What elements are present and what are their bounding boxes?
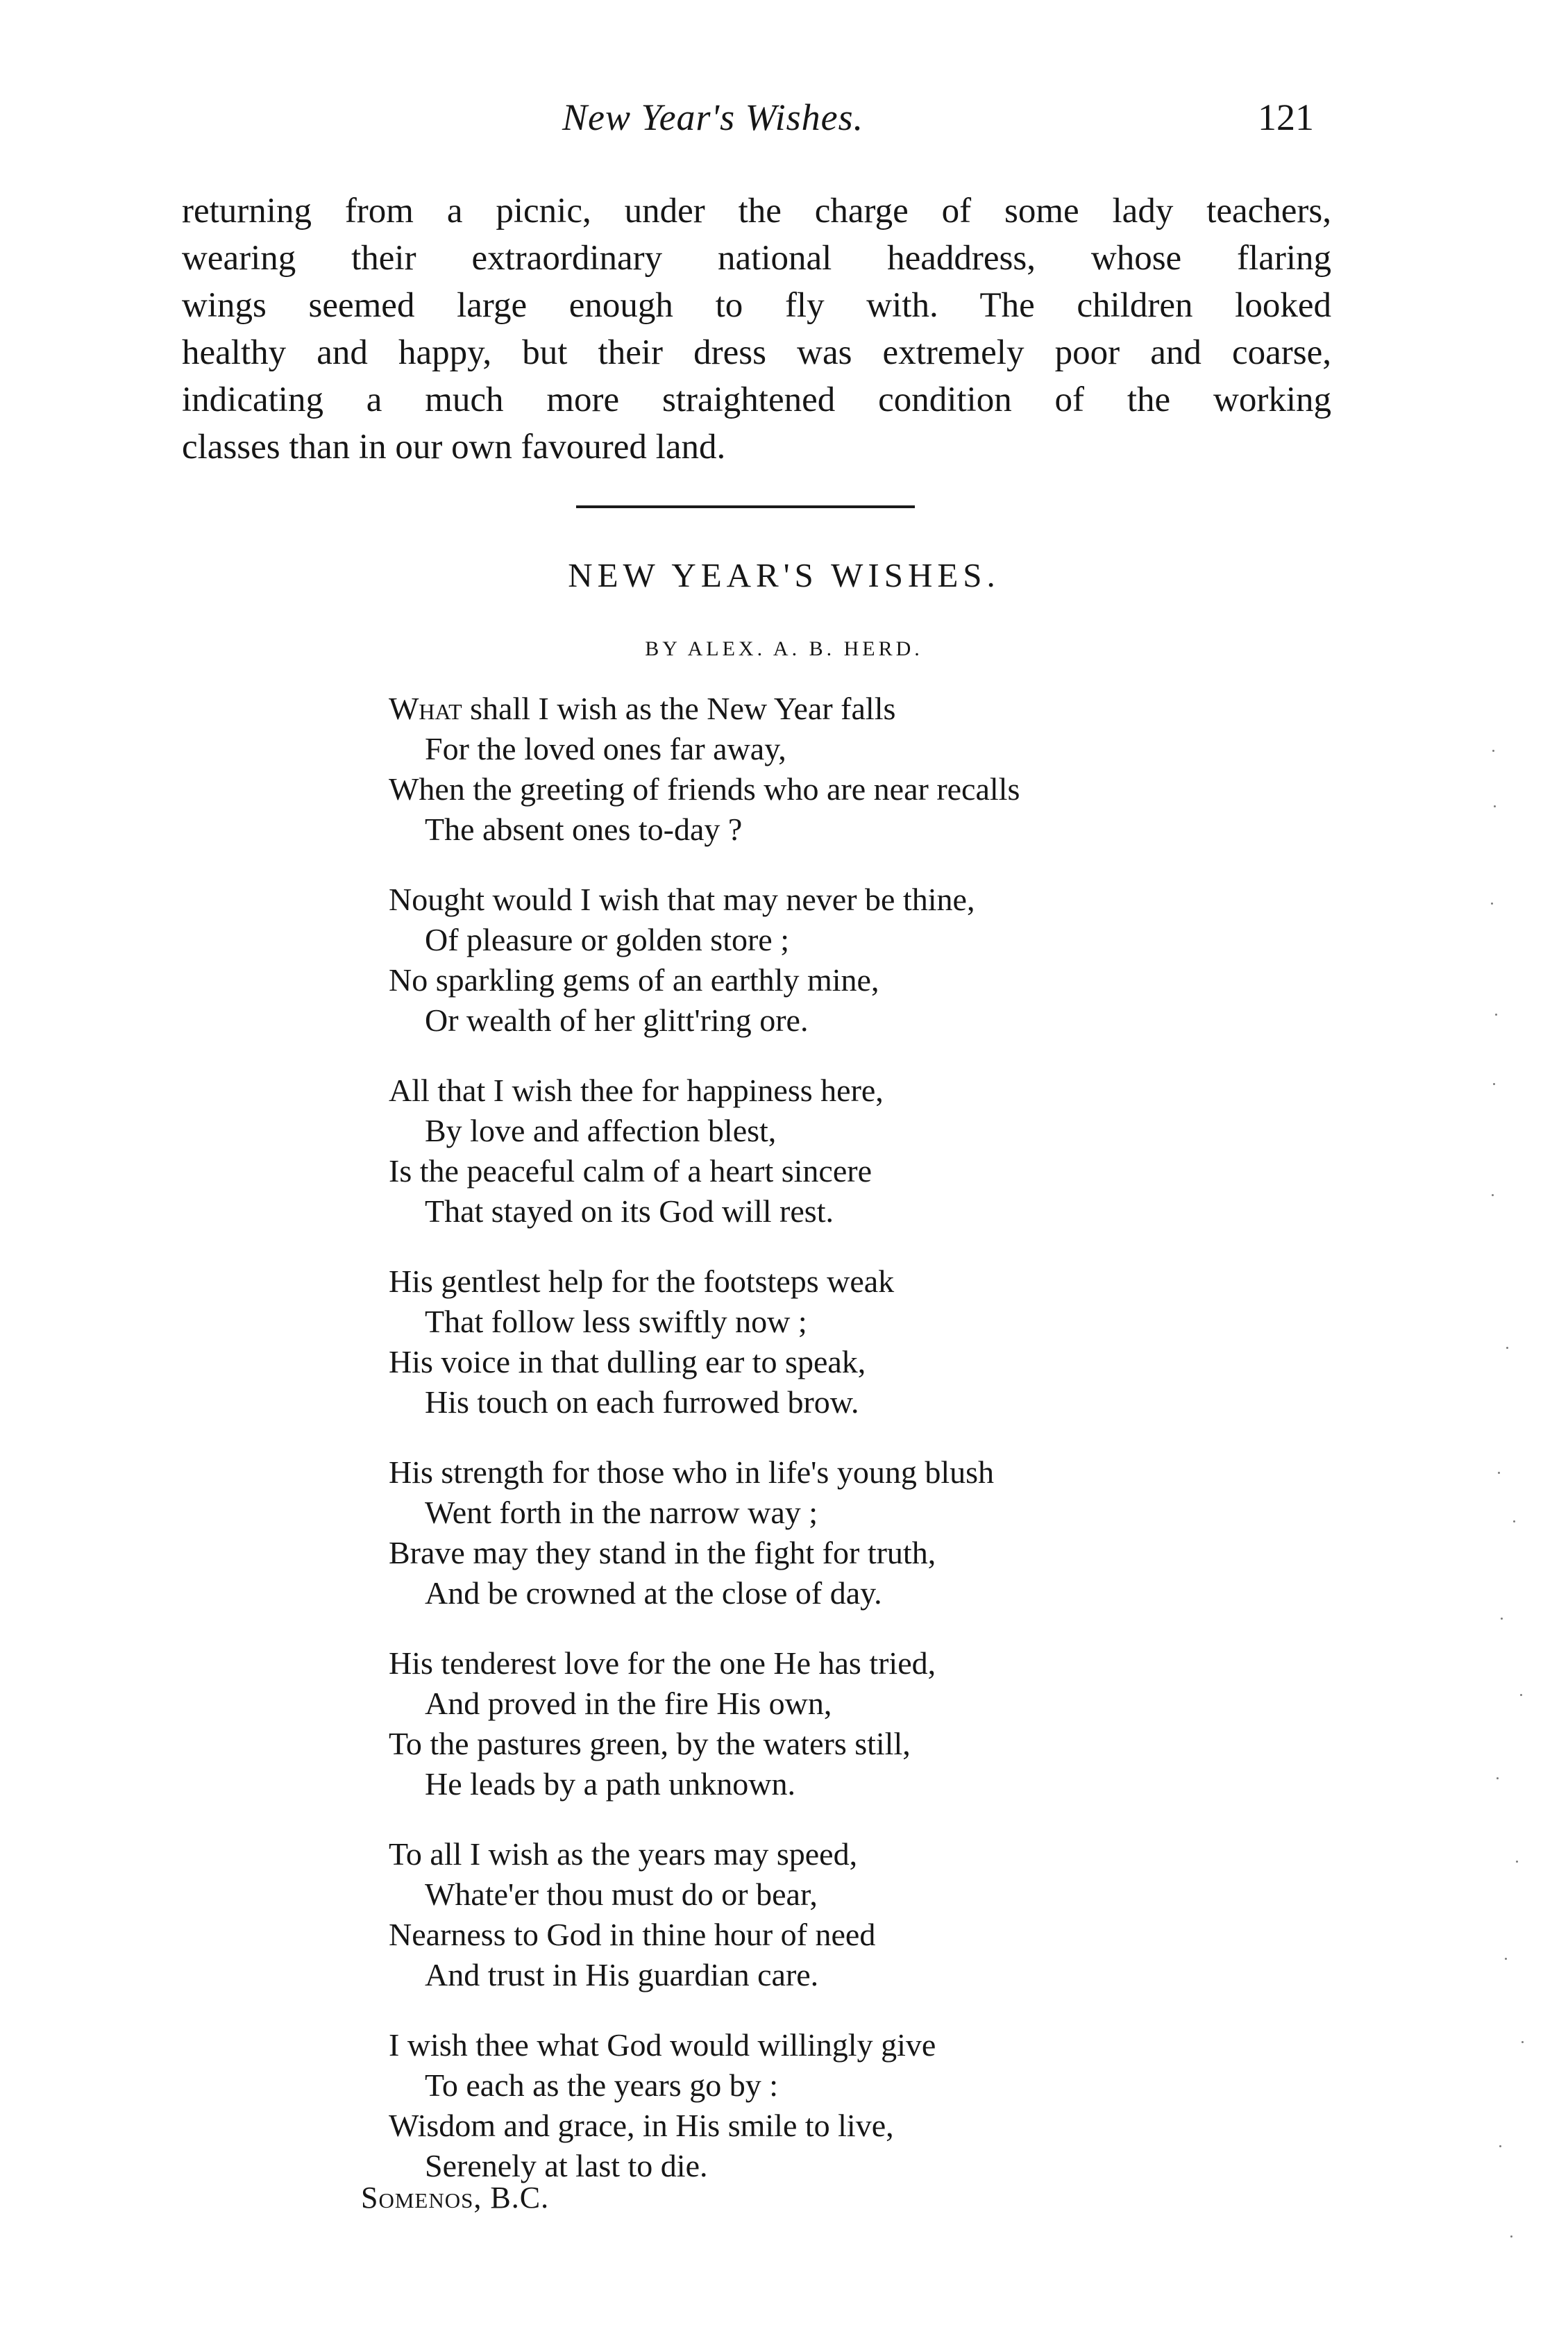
running-head bbox=[0, 96, 1568, 151]
prose-paragraph bbox=[182, 187, 1331, 471]
poem-body bbox=[389, 689, 1291, 2216]
verse-line: His strength for those who in life's young blush bbox=[389, 1454, 995, 1490]
scan-speck bbox=[1520, 1694, 1522, 1696]
verse-line: Wisdom and grace, in His smile to live, bbox=[389, 2108, 894, 2143]
prose-line: classes than in our own favoured land. bbox=[182, 428, 726, 467]
verse-line: And be crowned at the close of day. bbox=[425, 1575, 882, 1611]
verse-line bbox=[389, 689, 1291, 729]
verse-first-word: What bbox=[389, 691, 462, 726]
verse-line: And proved in the fire His own, bbox=[425, 1686, 832, 1721]
scan-speck bbox=[1506, 1347, 1508, 1349]
verse-line: By love and affection blest, bbox=[425, 1113, 777, 1148]
scan-speck bbox=[1498, 1472, 1500, 1474]
stanza bbox=[389, 1834, 1291, 1995]
stanza bbox=[389, 689, 1291, 850]
verse-line: I wish thee what God would willingly give bbox=[389, 2027, 936, 2063]
scan-speck bbox=[1492, 1194, 1494, 1196]
verse-line: His gentlest help for the footsteps weak bbox=[389, 1264, 895, 1299]
scan-speck bbox=[1510, 2235, 1512, 2238]
verse-line: To all I wish as the years may speed, bbox=[389, 1836, 858, 1872]
verse-line: To each as the years go by : bbox=[425, 2067, 778, 2103]
verse-line: Nearness to God in thine hour of need bbox=[389, 1917, 876, 1952]
prose-line: wings seemed large enough to fly with. The children looked bbox=[182, 286, 1331, 325]
stanza bbox=[389, 1071, 1291, 1232]
verse-line: When the greeting of friends who are near recalls bbox=[389, 771, 1020, 807]
page-number: 121 bbox=[1258, 96, 1314, 138]
poem-signoff: Somenos, B.C. bbox=[361, 2181, 550, 2215]
verse-line: Whate'er thou must do or bear, bbox=[425, 1877, 818, 1912]
scan-speck bbox=[1499, 2145, 1501, 2147]
section-divider bbox=[576, 505, 915, 508]
verse-line: His tenderest love for the one He has tried, bbox=[389, 1645, 936, 1681]
scan-speck bbox=[1513, 1520, 1515, 1522]
verse-line: His touch on each furrowed brow. bbox=[425, 1384, 859, 1420]
verse-line: Serenely at last to die. bbox=[425, 2148, 708, 2183]
prose-line: returning from a picnic, under the charge of some lady teachers, bbox=[182, 192, 1331, 230]
verse-line-rest: shall I wish as the New Year falls bbox=[462, 691, 896, 726]
scan-speck bbox=[1495, 1014, 1497, 1016]
verse-line: That stayed on its God will rest. bbox=[425, 1193, 834, 1229]
verse-line: Or wealth of her glitt'ring ore. bbox=[425, 1002, 809, 1038]
scan-speck bbox=[1491, 903, 1493, 905]
scan-speck bbox=[1516, 1861, 1518, 1863]
verse-line: His voice in that dulling ear to speak, bbox=[389, 1344, 866, 1379]
verse-line: The absent ones to-day ? bbox=[425, 812, 743, 847]
verse-line: He leads by a path unknown. bbox=[425, 1766, 795, 1802]
scan-speck bbox=[1494, 805, 1496, 807]
scan-speck bbox=[1492, 750, 1494, 752]
prose-line: healthy and happy, but their dress was extremely poor and coarse, bbox=[182, 333, 1331, 372]
verse-line: Went forth in the narrow way ; bbox=[425, 1495, 818, 1530]
verse-line: Of pleasure or golden store ; bbox=[425, 922, 790, 957]
poem-author: BY ALEX. A. B. HERD. bbox=[645, 637, 923, 660]
verse-line: Is the peaceful calm of a heart sincere bbox=[389, 1153, 872, 1189]
scan-speck bbox=[1497, 1777, 1499, 1779]
scan-speck bbox=[1501, 1618, 1503, 1620]
verse-line: No sparkling gems of an earthly mine, bbox=[389, 962, 879, 998]
stanza bbox=[389, 1643, 1291, 1804]
running-title: New Year's Wishes. bbox=[562, 96, 864, 138]
stanza bbox=[389, 2025, 1291, 2186]
scan-speck bbox=[1493, 1083, 1495, 1085]
stanza bbox=[389, 1261, 1291, 1422]
prose-line: indicating a much more straightened condition of the working bbox=[182, 380, 1331, 419]
verse-line: To the pastures green, by the waters still, bbox=[389, 1726, 911, 1761]
scan-speck bbox=[1521, 2041, 1524, 2043]
verse-line: Nought would I wish that may never be thine, bbox=[389, 882, 975, 917]
verse-line: That follow less swiftly now ; bbox=[425, 1304, 807, 1339]
verse-line: For the loved ones far away, bbox=[425, 731, 786, 766]
stanza bbox=[389, 1452, 1291, 1613]
poem-title: NEW YEAR'S WISHES. bbox=[568, 556, 1000, 594]
stanza bbox=[389, 880, 1291, 1041]
scan-speck bbox=[1505, 1958, 1507, 1960]
prose-line: wearing their extraordinary national headdress, whose flaring bbox=[182, 239, 1331, 278]
verse-line: And trust in His guardian care. bbox=[425, 1957, 819, 1992]
scan-margin-specks bbox=[1485, 722, 1548, 2319]
verse-line: All that I wish thee for happiness here, bbox=[389, 1073, 884, 1108]
verse-line: Brave may they stand in the fight for truth, bbox=[389, 1535, 936, 1570]
